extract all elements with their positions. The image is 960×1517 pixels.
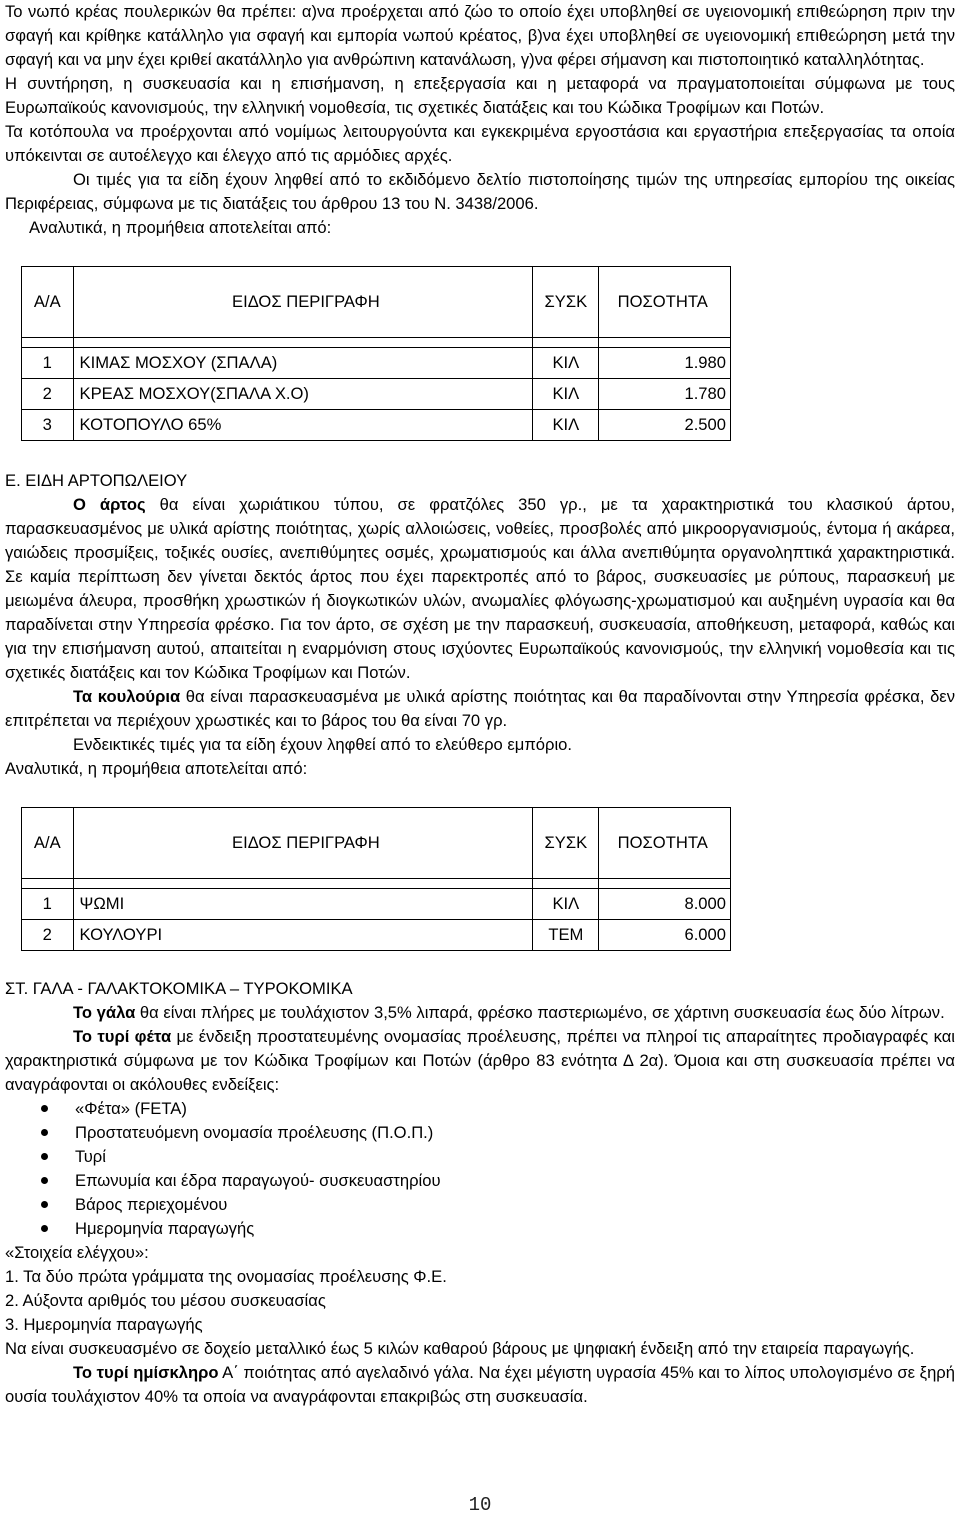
cell-quantity: 2.500	[599, 410, 731, 441]
milk-text: θα είναι πλήρες με τουλάχιστον 3,5% λιπαρά, φρέσκο παστεριωμένο, σε χάρτινη συσκευασία έως δύο λίτρων.	[135, 1003, 945, 1022]
paragraph-milk	[5, 1001, 955, 1025]
table-row	[22, 348, 731, 379]
cell-quantity: 1.780	[599, 379, 731, 410]
cell-aa: 1	[22, 889, 74, 920]
list-item	[5, 1145, 955, 1169]
control-title: «Στοιχεία ελέγχου»:	[5, 1243, 149, 1262]
meat-table	[21, 266, 731, 441]
koulouri-text: θα είναι παρασκευασμένα με υλικά αρίστης ποιότητας και θα παραδίνονται στην Υπηρεσία φρέσκα, δεν επιτρέπεται να περιέχουν χρωστικές και το βάρος του θα είναι 70 γρ.	[5, 687, 956, 730]
paragraph-storage: Η συντήρηση, η συσκευασία και η επισήμανση, η επεξεργασία και η μεταφορά να πραγματοποιείται σύμφωνα με τους Ευρωπαϊκούς κανονισμούς, την ελληνική νομοθεσία, τις σχετικές διατάξεις και του Κώδικα Τροφίμων και Ποτών.	[5, 74, 955, 117]
page-number: 10	[468, 1494, 492, 1516]
cell-unit: ΚΙΛ	[533, 379, 599, 410]
bakery-table	[21, 807, 731, 951]
paragraph-bread	[5, 493, 955, 685]
header-quantity: ΠΟΣΟΤΗΤΑ	[599, 808, 731, 879]
table-header-row	[22, 267, 731, 338]
list-item-text: Επωνυμία και έδρα παραγωγού- συσκευαστηρίου	[75, 1171, 441, 1190]
list-item	[5, 1169, 955, 1193]
semi-hard-label: Το τυρί ημίσκληρο	[73, 1363, 219, 1382]
list-item-text: Τυρί	[75, 1147, 106, 1166]
table-row	[22, 920, 731, 951]
cell-description: ΨΩΜΙ	[73, 889, 533, 920]
bullet-icon	[41, 1129, 48, 1136]
bread-label: Ο άρτος	[73, 495, 146, 514]
paragraph-analysis: Αναλυτικά, η προμήθεια αποτελείται από:	[29, 218, 332, 237]
table-row	[22, 379, 731, 410]
cell-unit: ΚΙΛ	[533, 889, 599, 920]
section-title-dairy: ΣΤ. ΓΑΛΑ - ΓΑΛΑΚΤΟΚΟΜΙΚΑ – ΤΥΡΟΚΟΜΙΚΑ	[5, 979, 353, 998]
paragraph-feta	[5, 1025, 955, 1097]
paragraph-bakery-prices: Ενδεικτικές τιμές για τα είδη έχουν ληφθεί από το ελεύθερο εμπόριο.	[73, 735, 572, 754]
feta-label: Το τυρί φέτα	[73, 1027, 172, 1046]
cell-aa: 2	[22, 920, 74, 951]
cell-description: ΚΙΜΑΣ ΜΟΣΧΟΥ (ΣΠΑΛΑ)	[73, 348, 533, 379]
table-row	[22, 410, 731, 441]
list-item	[5, 1193, 955, 1217]
list-item-text: «Φέτα» (FETA)	[75, 1099, 187, 1118]
cell-description: ΚΟΤΟΠΟΥΛΟ 65%	[73, 410, 533, 441]
koulouri-label: Τα κουλούρια	[73, 687, 181, 706]
bullet-icon	[41, 1225, 48, 1232]
feta-labels-list	[5, 1097, 955, 1241]
paragraph-poultry-requirements: Το νωπό κρέας πουλερικών θα πρέπει: α)να προέρχεται από ζώο το οποίο έχει υποβληθεί σε υγειονομική επιθεώρηση πριν την σφαγή και κρίθηκε κατάλληλο για σφαγή και εμπορία νωπού κρέατος, β)να έχει υποβληθεί σε υγειονομική επιθεώρηση μετά την σφαγή και να μην έχει κριθεί ακατάλληλο για ανθρώπινη κατανάλωση, γ)να φέρει σήμανση και πιστοποιητικό καταλληλότητας.	[5, 2, 955, 69]
cell-unit: ΤΕΜ	[533, 920, 599, 951]
header-aa: Α/Α	[22, 808, 74, 879]
control-item: 2. Αύξοντα αριθμός του μέσου συσκευασίας	[5, 1291, 326, 1310]
header-quantity: ΠΟΣΟΤΗΤΑ	[599, 267, 731, 338]
header-description: ΕΙΔΟΣ ΠΕΡΙΓΡΑΦΗ	[73, 267, 533, 338]
paragraph-chicken-origin: Τα κοτόπουλα να προέρχονται από νομίμως λειτουργούντα και εγκεκριμένα εργοστάσια και εργαστήρια επεξεργασίας τα οποία υπόκεινται σε αυτοέλεγχο και έλεγχο από τις αρμόδιες αρχές.	[5, 122, 955, 165]
control-item: 3. Ημερομηνία παραγωγής	[5, 1315, 203, 1334]
header-aa: Α/Α	[22, 267, 74, 338]
section-title-bakery: Ε. ΕΙΔΗ ΑΡΤΟΠΩΛΕΙΟΥ	[5, 471, 188, 490]
list-item	[5, 1121, 955, 1145]
cell-quantity: 8.000	[599, 889, 731, 920]
bullet-icon	[41, 1105, 48, 1112]
control-item: 1. Τα δύο πρώτα γράμματα της ονομασίας προέλευσης Φ.Ε.	[5, 1267, 447, 1286]
cell-unit: ΚΙΛ	[533, 348, 599, 379]
list-item-text: Προστατευόμενη ονομασία προέλευσης (Π.Ο.Π.)	[75, 1123, 434, 1142]
bullet-icon	[41, 1177, 48, 1184]
cell-quantity: 6.000	[599, 920, 731, 951]
paragraph-koulouri	[5, 685, 955, 733]
cell-aa: 2	[22, 379, 74, 410]
cell-aa: 3	[22, 410, 74, 441]
paragraph-semi-hard-cheese	[5, 1361, 955, 1409]
header-unit: ΣΥΣΚ	[533, 808, 599, 879]
document-page	[5, 0, 955, 1409]
table-header-row	[22, 808, 731, 879]
bullet-icon	[41, 1153, 48, 1160]
header-description: ΕΙΔΟΣ ΠΕΡΙΓΡΑΦΗ	[73, 808, 533, 879]
list-item	[5, 1217, 955, 1241]
cell-aa: 1	[22, 348, 74, 379]
cell-quantity: 1.980	[599, 348, 731, 379]
milk-label: Το γάλα	[73, 1003, 136, 1022]
paragraph-package: Να είναι συσκευασμένο σε δοχείο μεταλλικό έως 5 κιλών καθαρού βάρους με ψηφιακή ένδειξη από την εταιρεία παραγωγής.	[5, 1339, 915, 1358]
semi-hard-text: Α΄ ποιότητας από αγελαδινό γάλα. Να έχει μέγιστη υγρασία 45% και το λίπος υπολογισμένο σε ξηρή ουσία τουλάχιστον 40% τα οποία να αναγράφονται επακριβώς στη συσκευασία.	[5, 1363, 955, 1406]
list-item	[5, 1097, 955, 1121]
paragraph-prices: Οι τιμές για τα είδη έχουν ληφθεί από το εκδιδόμενο δελτίο πιστοποίησης τιμών της υπηρεσίας εμπορίου της οικείας Περιφέρειας, σύμφωνα με τις διατάξεις του άρθρου 13 του Ν. 3438/2006.	[5, 170, 955, 213]
list-item-text: Ημερομηνία παραγωγής	[75, 1219, 255, 1238]
cell-description: ΚΟΥΛΟΥΡΙ	[73, 920, 533, 951]
cell-description: ΚΡΕΑΣ ΜΟΣΧΟΥ(ΣΠΑΛΑ Χ.Ο)	[73, 379, 533, 410]
cell-unit: ΚΙΛ	[533, 410, 599, 441]
bullet-icon	[41, 1201, 48, 1208]
paragraph-bakery-analysis: Αναλυτικά, η προμήθεια αποτελείται από:	[5, 759, 308, 778]
bread-text: θα είναι χωριάτικου τύπου, σε φρατζόλες 350 γρ., με τα χαρακτηριστικά του κλασικού άρτου, παρασκευασμένος με υλικά αρίστης ποιότητας, χωρίς αλλοιώσεις, νοθείες, προσβολές από μικροοργανισμούς, έντομα ή ακάρεα, γαιώδεις προσμίξεις, τοξικές ουσίες, ανεπιθύμητες οσμές, χρωματισμούς και άλλα ανεπιθύμητα οργανοληπτικά χαρακτηριστικά. Σε καμία περίπτωση δεν γίνεται δεκτός άρτος που έχει παρεκτροπές από το βάρος, συσκευασίες με ρύπους, παρασκευή με μειωμένα άλευρα, προσθήκη χρωστικών ή διογκωτικών υλών, ανωμαλίες φλόγωσης-χρωματισμού και αυξημένη υγρασία και θα παραδίνεται στην Υπηρεσία φρέσκο. Για τον άρτο, σε σχέση με την παρασκευή, συσκευασία, αποθήκευση, μεταφορά, καθώς και για την επισήμανση αυτού, απαιτείται η εναρμόνιση στους ισχύοντες Ευρωπαϊκούς κανονισμούς, την ελληνική νομοθεσία και τις σχετικές διατάξεις και τον Κώδικα Τροφίμων και Ποτών.	[5, 495, 955, 682]
list-item-text: Βάρος περιεχομένου	[75, 1195, 228, 1214]
header-unit: ΣΥΣΚ	[533, 267, 599, 338]
table-row	[22, 889, 731, 920]
feta-text: με ένδειξη προστατευμένης ονομασίας προέλευσης, πρέπει να πληροί τις απαραίτητες προδιαγραφές και χαρακτηριστικά σύμφωνα με τον Κώδικα Τροφίμων και Ποτών (άρθρο 83 ενότητα Δ 2α). Όμοια και στη συσκευασία πρέπει να αναγράφονται οι ακόλουθες ενδείξεις:	[5, 1027, 955, 1094]
